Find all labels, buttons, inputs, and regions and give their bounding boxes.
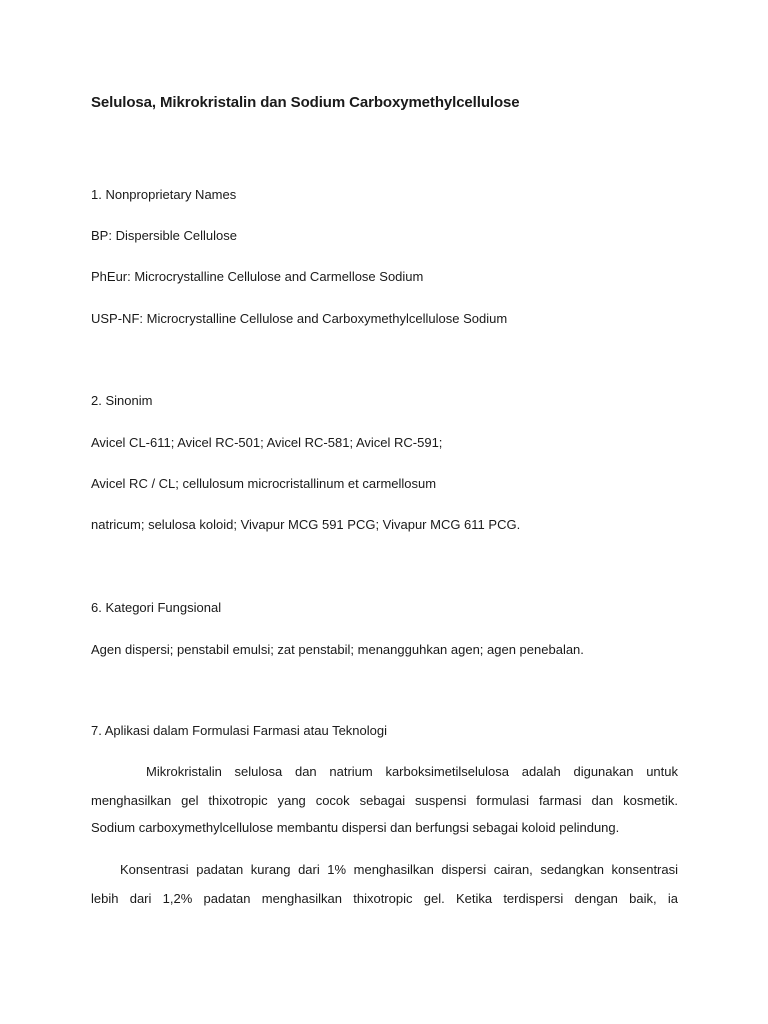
paragraph-line: Konsentrasi padatan kurang dari 1% menghasilkan dispersi cairan, sedangkan konsentrasi: [120, 862, 678, 877]
text-line: USP-NF: Microcrystalline Cellulose and Carboxymethylcellulose Sodium: [91, 311, 508, 326]
section-heading-nonproprietary-names: 1. Nonproprietary Names: [91, 187, 237, 202]
paragraph-line: Sodium carboxymethylcellulose membantu dispersi dan berfungsi sebagai koloid pelindung.: [91, 820, 620, 835]
paragraph-line: Mikrokristalin selulosa dan natrium karboksimetilselulosa adalah digunakan untuk: [146, 764, 678, 779]
section-heading-kategori-fungsional: 6. Kategori Fungsional: [91, 600, 222, 615]
text-line: PhEur: Microcrystalline Cellulose and Carmellose Sodium: [91, 269, 424, 284]
paragraph-line: lebih dari 1,2% padatan menghasilkan thixotropic gel. Ketika terdispersi dengan baik, ia: [91, 891, 678, 906]
text-line: Agen dispersi; penstabil emulsi; zat penstabil; menangguhkan agen; agen penebalan.: [91, 642, 584, 657]
text-line: BP: Dispersible Cellulose: [91, 228, 237, 243]
text-line: Avicel CL-611; Avicel RC-501; Avicel RC-581; Avicel RC-591;: [91, 435, 443, 450]
section-heading-aplikasi: 7. Aplikasi dalam Formulasi Farmasi atau Teknologi: [91, 723, 388, 738]
text-line: natricum; selulosa koloid; Vivapur MCG 591 PCG; Vivapur MCG 611 PCG.: [91, 517, 521, 532]
section-heading-sinonim: 2. Sinonim: [91, 393, 153, 408]
document-title: Selulosa, Mikrokristalin dan Sodium Carboxymethylcellulose: [91, 94, 520, 111]
paragraph-line: menghasilkan gel thixotropic yang cocok sebagai suspensi formulasi farmasi dan kosmetik.: [91, 793, 678, 808]
text-line: Avicel RC / CL; cellulosum microcristallinum et carmellosum: [91, 476, 437, 491]
